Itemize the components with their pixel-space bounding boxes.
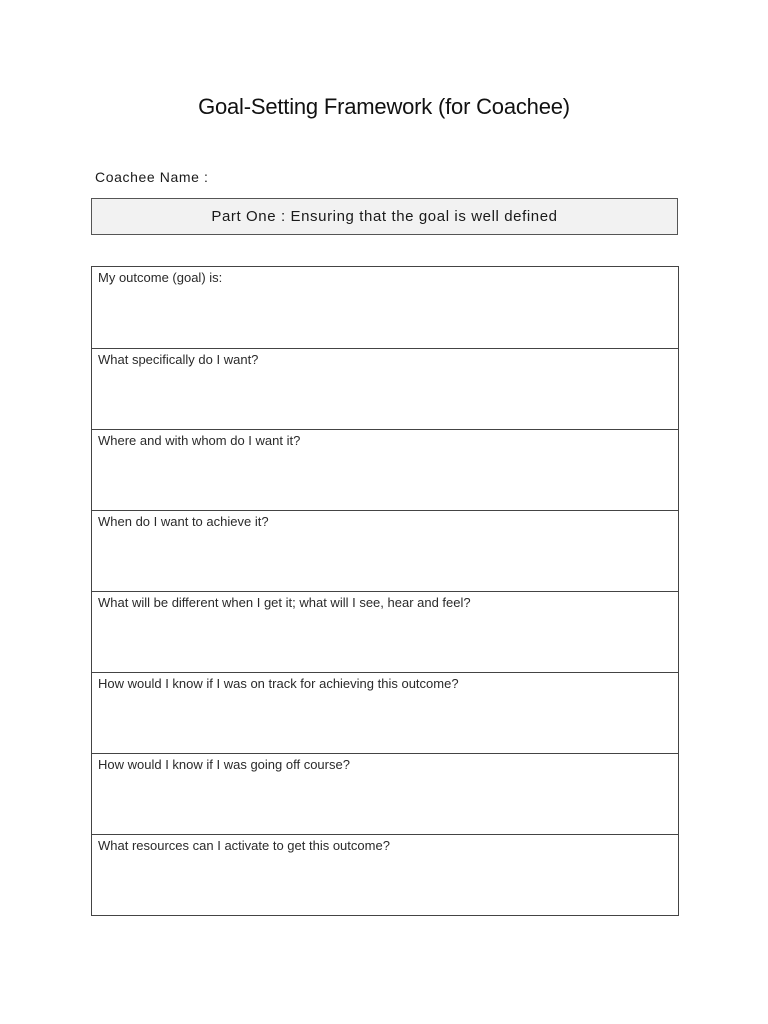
- question-row-resources[interactable]: [92, 834, 678, 915]
- part-one-heading: [91, 198, 678, 235]
- question-label: Where and with whom do I want it?: [98, 433, 301, 448]
- question-label: My outcome (goal) is:: [98, 270, 223, 285]
- question-row-off-course[interactable]: [92, 753, 678, 834]
- question-table: [91, 266, 679, 916]
- question-label: What resources can I activate to get this outcome?: [98, 838, 390, 853]
- question-row-difference[interactable]: [92, 591, 678, 672]
- question-label: When do I want to achieve it?: [98, 514, 269, 529]
- question-row-where-whom[interactable]: [92, 429, 678, 510]
- question-row-outcome[interactable]: [92, 267, 678, 348]
- question-label: How would I know if I was going off course?: [98, 757, 350, 772]
- question-row-on-track[interactable]: [92, 672, 678, 753]
- question-label: What will be different when I get it; what will I see, hear and feel?: [98, 595, 471, 610]
- part-one-heading-text: Part One : Ensuring that the goal is well defined: [211, 208, 558, 225]
- coachee-name-label: Coachee Name :: [95, 169, 209, 185]
- question-row-when[interactable]: [92, 510, 678, 591]
- question-row-specifics[interactable]: [92, 348, 678, 429]
- question-label: What specifically do I want?: [98, 352, 259, 367]
- page-title: Goal-Setting Framework (for Coachee): [198, 94, 570, 119]
- question-label: How would I know if I was on track for achieving this outcome?: [98, 676, 459, 691]
